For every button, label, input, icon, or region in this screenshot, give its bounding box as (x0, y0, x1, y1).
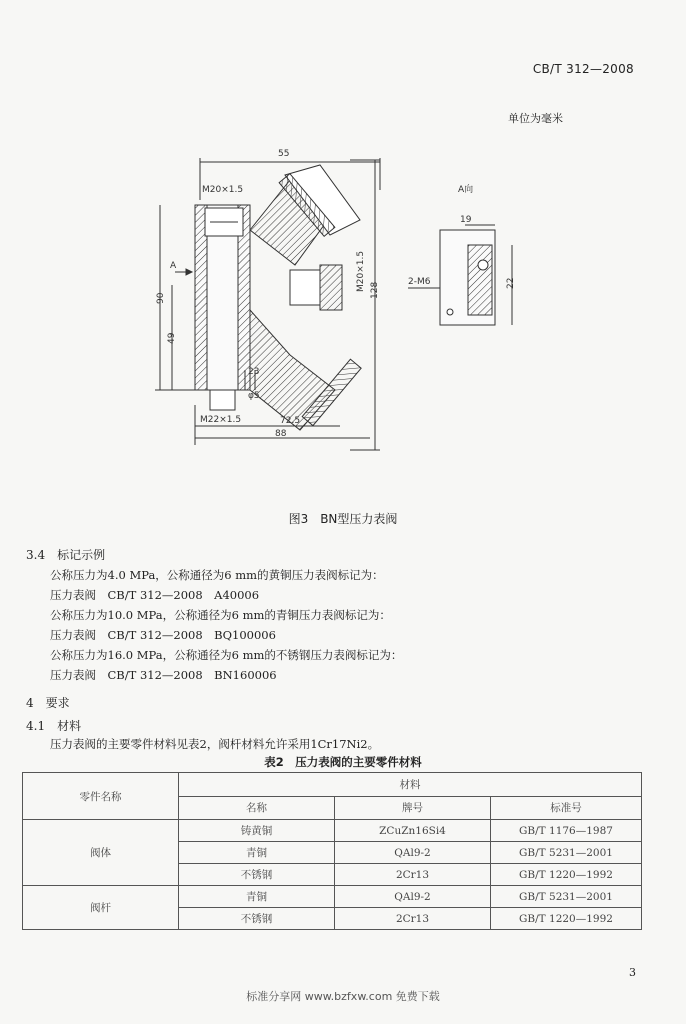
header-grade: 牌号 (335, 796, 491, 820)
section-4-heading: 4 要求 (26, 696, 70, 710)
unit-note: 单位为毫米 (508, 112, 563, 125)
table-caption: 表2 压力表阀的主要零件材料 (264, 755, 422, 769)
standard-cell: GB/T 1220—1992 (491, 864, 642, 886)
view-a-label: A向 (458, 185, 474, 195)
standard-cell: GB/T 1220—1992 (491, 908, 642, 930)
header-part-name: 零件名称 (23, 773, 179, 820)
table-row (23, 886, 642, 908)
dim-m20-side: M20×1.5 (356, 250, 366, 292)
dim-90: 90 (156, 292, 166, 304)
grade-cell: QAl9-2 (335, 842, 491, 864)
section-4-1-heading: 4.1 材料 (26, 719, 82, 733)
figure-caption: 图3 BN型压力表阀 (288, 512, 398, 526)
material-name-cell: 不锈钢 (179, 908, 335, 930)
materials-table (22, 772, 642, 930)
dim-22: 22 (506, 277, 516, 289)
dim-m22: M22×1.5 (200, 415, 242, 425)
marking-line-3: 公称压力为10.0 MPa，公称通径为6 mm的青铜压力表阀标记为： (50, 608, 391, 622)
standard-number: CB/T 312—2008 (532, 62, 634, 76)
dim-55: 55 (278, 149, 290, 159)
part-cell: 阀体 (23, 820, 179, 886)
material-name-cell: 不锈钢 (179, 864, 335, 886)
dim-23: 23 (248, 367, 260, 377)
dim-2-m6: 2-M6 (408, 277, 431, 287)
grade-cell: ZCuZn16Si4 (335, 820, 491, 842)
header-material: 材料 (179, 773, 642, 797)
standard-cell: GB/T 5231—2001 (491, 842, 642, 864)
grade-cell: 2Cr13 (335, 864, 491, 886)
section-4-1-text: 压力表阀的主要零件材料见表2，阀杆材料允许采用1Cr17Ni2。 (50, 737, 380, 751)
marking-line-4: 压力表阀 CB/T 312—2008 BQ100006 (50, 628, 276, 642)
standard-cell: GB/T 5231—2001 (491, 886, 642, 908)
dim-88: 88 (275, 429, 287, 439)
marking-line-2: 压力表阀 CB/T 312—2008 A40006 (50, 588, 260, 602)
part-cell: 阀杆 (23, 886, 179, 930)
material-name-cell: 青铜 (179, 842, 335, 864)
footer-watermark[interactable]: 标准分享网 www.bzfxw.com 免费下载 (246, 990, 440, 1003)
table-row (23, 820, 642, 842)
dim-128: 128 (370, 281, 380, 299)
marking-line-1: 公称压力为4.0 MPa，公称通径为6 mm的黄铜压力表阀标记为： (50, 568, 384, 582)
dim-phi5: φ5 (248, 391, 260, 401)
marking-line-6: 压力表阀 CB/T 312—2008 BN160006 (50, 668, 277, 682)
valve-drawing (150, 140, 550, 460)
standard-cell: GB/T 1176—1987 (491, 820, 642, 842)
header-name: 名称 (179, 796, 335, 820)
section-3-4-heading: 3.4 标记示例 (26, 548, 106, 562)
dim-49: 49 (167, 332, 177, 344)
dim-19: 19 (460, 215, 472, 225)
dim-m20-top: M20×1.5 (202, 185, 244, 195)
material-name-cell: 青铜 (179, 886, 335, 908)
page-number: 3 (629, 966, 636, 979)
marking-line-5: 公称压力为16.0 MPa，公称通径为6 mm的不锈钢压力表阀标记为： (50, 648, 403, 662)
dim-a-arrow: A (170, 261, 177, 271)
grade-cell: 2Cr13 (335, 908, 491, 930)
dim-72-5: 72.5 (280, 416, 301, 426)
material-name-cell: 铸黄铜 (179, 820, 335, 842)
header-standard: 标准号 (491, 796, 642, 820)
grade-cell: QAl9-2 (335, 886, 491, 908)
